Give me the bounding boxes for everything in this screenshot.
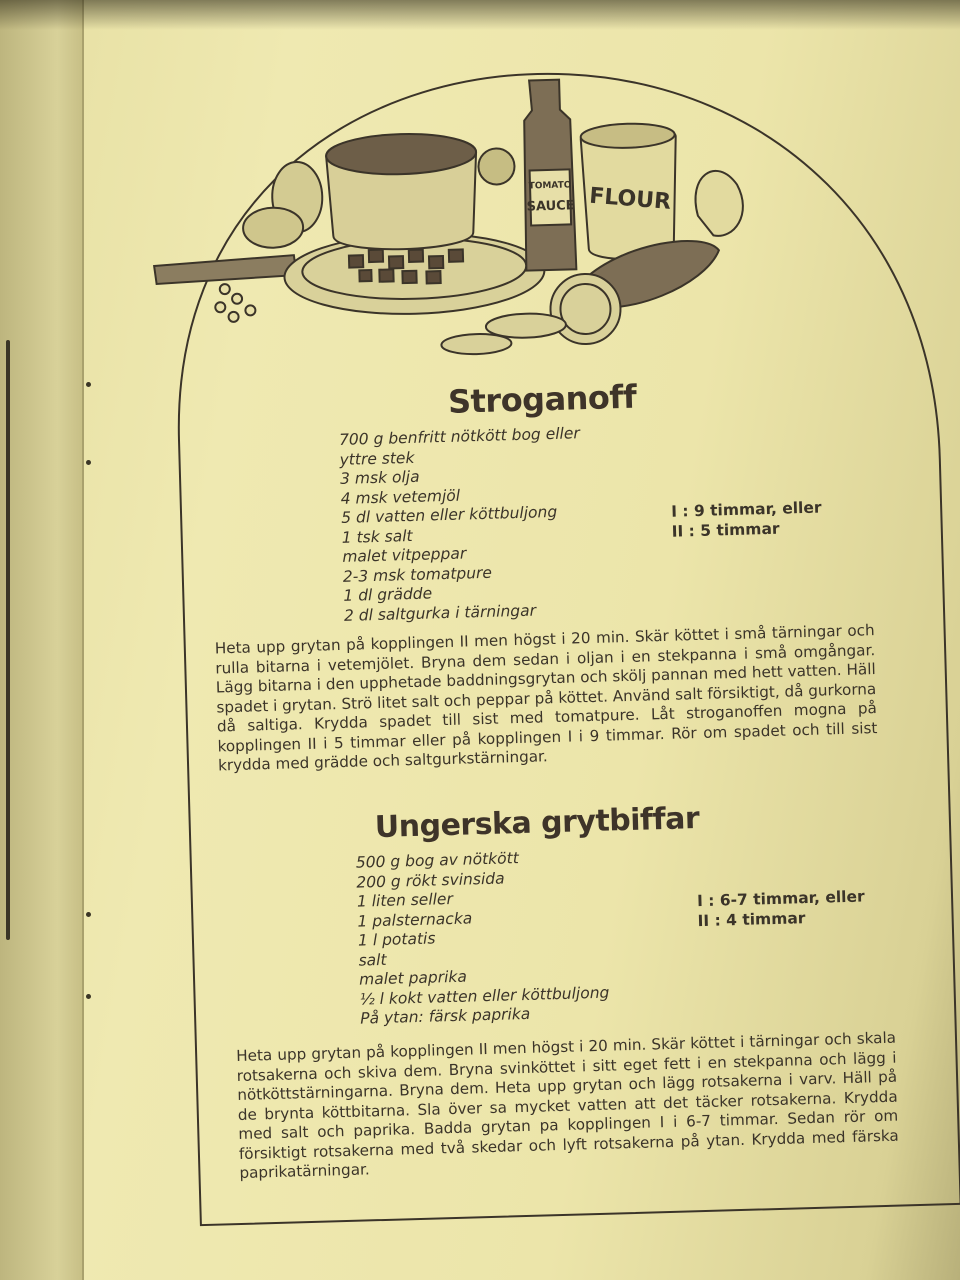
cooking-times [671,498,822,542]
recipe-method: Heta upp grytan på kopplingen II men högst i 20 min. Skär köttet i tärningar och skala rotsakerna och skiva dem. Bryna svinköttet i sitt eget fett i en stekpanna och lägg i nötköttstärningarna. Bryna dem. Heta upp grytan och lägg rotsakerna i varv. Häll på de brynta köttbitarna. Sla över sa mycket vatten att det täcker rotsakerna. Krydda med salt och paprika. Badda grytan pa kopplingen I i 6-7 timmar. Sedan rör om försiktigt rotsakerna med två skedar och lyft rotsakerna på ytan. Krydda med färska paprikatärningar. [235,1028,899,1183]
ingredient: 1 liten seller [356,889,454,911]
arch-frame [139,59,960,1241]
facing-page-border [6,340,10,940]
binding-hole [86,994,91,999]
cooking-time: I : 6-7 timmar, eller [696,887,865,911]
binding-hole [86,460,91,465]
ingredient: På ytan: färsk paprika [359,1004,531,1028]
cooking-times [697,886,866,931]
ingredient: 200 g rökt svinsida [356,869,505,892]
ingredient: yttre stek [339,448,415,469]
ingredient: 1 l potatis [357,929,436,950]
ingredient: 2 dl saltgurka i tärningar [343,601,537,625]
ingredient: 1 palsternacka [357,908,473,931]
facing-page-edge [0,0,84,1280]
ingredient: 3 msk olja [339,467,420,488]
bottle-label-bottom: SAUCE [526,198,575,215]
ingredient: malet paprika [358,967,468,989]
binding-hole [86,912,91,917]
ingredient: 4 msk vetemjöl [340,486,461,508]
ingredient: 700 g benfritt nötkött bog eller [338,424,580,449]
ingredient: 2-3 msk tomatpure [342,563,493,586]
ingredient: 1 tsk salt [341,526,413,547]
ingredient-list [339,424,585,626]
ingredient: 1 dl grädde [343,584,433,605]
ingredient: malet vitpeppar [342,544,467,566]
cooking-time: II : 5 timmar [671,519,780,541]
ingredient: 500 g bog av nötkött [355,849,520,872]
cooking-time: I : 9 timmar, eller [670,498,822,521]
jar-label: FLOUR [588,183,672,215]
binding-hole [86,382,91,387]
recipe-title: Ungerska grytbiffar [374,801,700,846]
ingredient: 5 dl vatten eller köttbuljong [340,502,558,527]
food-illustration [139,64,787,382]
recipe-title: Stroganoff [447,377,637,421]
ingredient: salt [358,950,387,970]
top-shadow [0,0,960,30]
bottle-label-top: TOMATO [528,180,572,192]
recipe-method: Heta upp grytan på kopplingen II men högst i 20 min. Skär köttet i små tärningar och rulla bitarna i vetemjölet. Bryna dem sedan i oljan i en stekpanna i små omgångar. Lägg bitarna i den upphetade baddningsgrytan och skölj pannan med hett vatten. Häll spadet i grytan. Strö litet salt och peppar på köttet. Använd salt försiktigt, då gurkorna då saltiga. Krydda spadet till sist med tomatpure. Låt stroganoffen mogna på kopplingen II i 5 timmar eller på kopplingen I i 9 timmar. Rör om spadet och till sist krydda med grädde och saltgurkstärningar. [214,621,878,775]
ingredient: ½ l kokt vatten eller köttbuljong [359,983,610,1009]
cooking-time: II : 4 timmar [697,909,806,931]
ingredient-list [356,847,611,1029]
